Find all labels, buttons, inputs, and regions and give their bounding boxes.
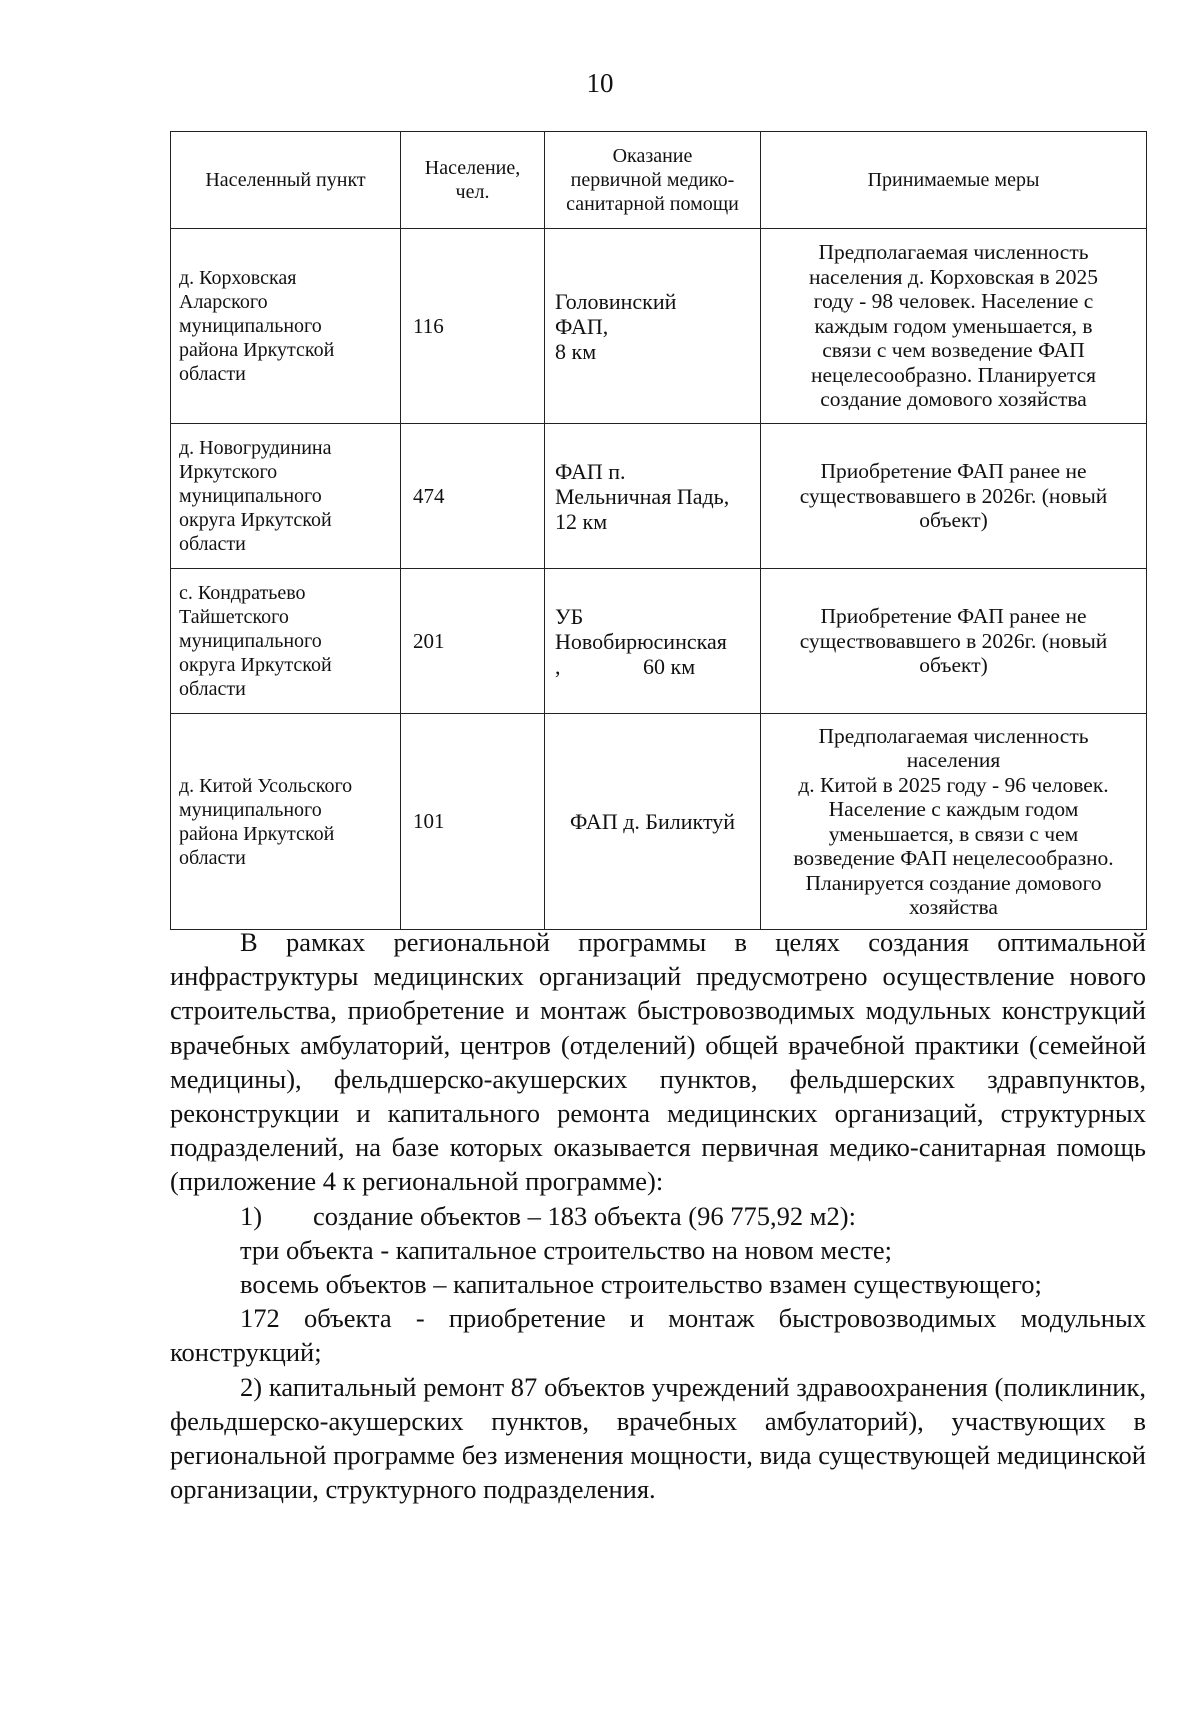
cell-measures: Приобретение ФАП ранее не существовавшего в 2026г. (новый объект) xyxy=(761,424,1147,569)
table-row xyxy=(171,714,1147,930)
list-item-1 xyxy=(170,1199,1146,1233)
sub-item-eight: восемь объектов – капитальное строительство взамен существующего; xyxy=(240,1269,1042,1300)
table-row xyxy=(171,569,1147,714)
table-header-row xyxy=(171,132,1147,229)
header-primary-care: Оказание первичной медико- санитарной помощи xyxy=(545,132,761,229)
cell-population: 474 xyxy=(401,424,545,569)
intro-paragraph: В рамках региональной программы в целях создания оптимальной инфраструктуры медицинских организаций предусмотрено осуществление нового строительства, приобретение и монтаж быстровозводимых модульных конструкций врачебных амбулаторий, центров (отделений) общей врачебной практики (семейной медицины), фельдшерско-акушерских пунктов, фельдшерских здравпунктов, реконструкции и капитального ремонта медицинских организаций, структурных подразделений, на базе которых оказывается первичная медико-санитарная помощь (приложение 4 к региональной программе): xyxy=(170,927,1146,1197)
cell-settlement: с. Кондратьево Тайшетского муниципального округа Иркутской области xyxy=(171,569,401,714)
cell-population: 116 xyxy=(401,229,545,424)
cell-settlement: д. Новогрудинина Иркутского муниципального округа Иркутской области xyxy=(171,424,401,569)
header-population: Население, чел. xyxy=(401,132,545,229)
body-text xyxy=(170,925,1146,1506)
cell-primary-care: ФАП п. Мельничная Падь, 12 км xyxy=(545,424,761,569)
cell-settlement: д. Китой Усольского муниципального района Иркутской области xyxy=(171,714,401,930)
cell-population: 101 xyxy=(401,714,545,930)
cell-primary-care: Головинский ФАП, 8 км xyxy=(545,229,761,424)
table-row xyxy=(171,229,1147,424)
sub-item-three: три объекта - капитальное строительство на новом месте; xyxy=(240,1234,893,1265)
table-row xyxy=(171,424,1147,569)
facilities-table xyxy=(170,131,1147,930)
cell-measures: Предполагаемая численность населения д. Корховская в 2025 году - 98 человек. Население с каждым годом уменьшается, в связи с чем возведение ФАП нецелесообразно. Планируется создание домового хозяйства xyxy=(761,229,1147,424)
cell-population: 201 xyxy=(401,569,545,714)
list-number: 1) xyxy=(240,1200,263,1231)
cell-measures: Приобретение ФАП ранее не существовавшего в 2026г. (новый объект) xyxy=(761,569,1147,714)
cell-primary-care: УБ Новобирюсинская , 60 км xyxy=(545,569,761,714)
list-item-2: 2) капитальный ремонт 87 объектов учреждений здравоохранения (поликлиник, фельдшерско-акушерских пунктов, врачебных амбулаторий), участвующих в региональной программе без изменения мощности, вида существующей медицинской организации, структурного подразделения. xyxy=(170,1371,1146,1505)
cell-settlement: д. Корховская Аларского муниципального района Иркутской области xyxy=(171,229,401,424)
sub-item-172: 172 объекта - приобретение и монтаж быстровозводимых модульных конструкций; xyxy=(170,1303,1146,1368)
cell-measures: Предполагаемая численность населения д. Китой в 2025 году - 96 человек. Население с каждым годом уменьшается, в связи с чем возведение ФАП нецелесообразно. Планируется создание домового хозяйства xyxy=(761,714,1147,930)
cell-primary-care: ФАП д. Биликтуй xyxy=(545,714,761,930)
page-number: 10 xyxy=(586,68,614,98)
header-settlement: Населенный пункт xyxy=(171,132,401,229)
list-item-text: создание объектов – 183 объекта (96 775,92 м2): xyxy=(313,1200,856,1231)
header-measures: Принимаемые меры xyxy=(761,132,1147,229)
